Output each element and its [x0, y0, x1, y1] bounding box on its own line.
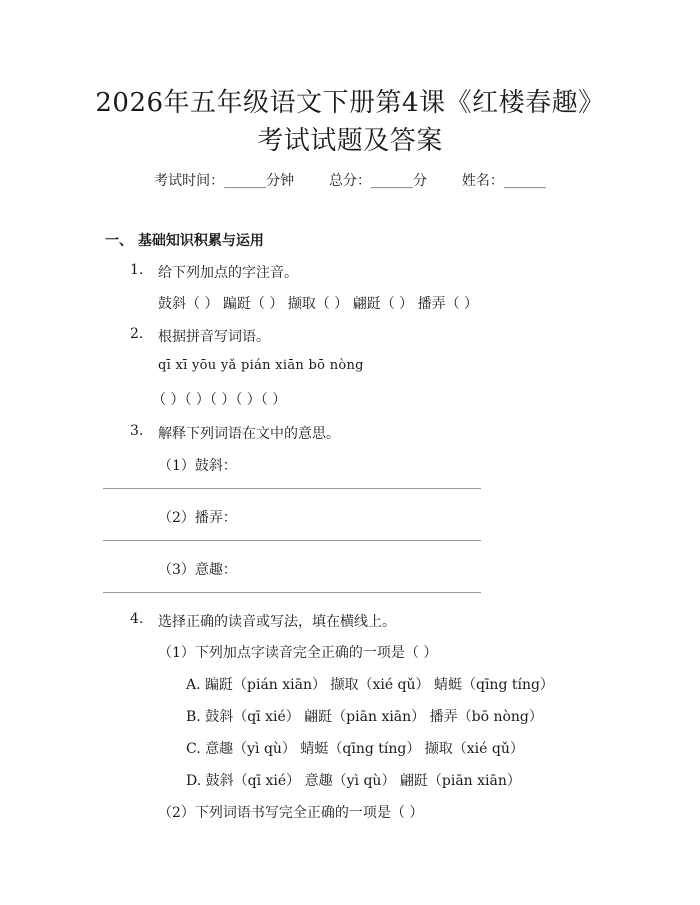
exam-title-line-2: 考试试题及答案 — [257, 126, 443, 156]
question-number: 4. — [130, 611, 144, 627]
exam-title-line-1: 2026年五年级语文下册第4课《红楼春趣》 — [95, 88, 605, 118]
answer-line — [103, 540, 481, 541]
answer-line — [103, 488, 481, 489]
question-prompt: 给下列加点的字注音。 — [158, 265, 298, 281]
option-d: D. 鼓斜（qī xié） 意趣（yì qù） 翩跹（piān xiān） — [186, 773, 521, 789]
sub-question: （2）下列词语书写完全正确的一项是（ ） — [158, 805, 424, 821]
question-prompt: 根据拼音写词语。 — [158, 329, 270, 345]
total-score-field: 总分：______分 — [329, 173, 427, 189]
sub-item: （3）意趣： — [158, 562, 237, 578]
option-b: B. 鼓斜（qī xié） 翩跹（piān xiān） 播弄（bō nòng） — [186, 709, 543, 725]
section-heading: 一、 基础知识积累与运用 — [105, 233, 264, 249]
question-prompt: 解释下列词语在文中的意思。 — [158, 426, 340, 442]
exam-info-row — [0, 170, 700, 190]
sub-item: （2）播弄： — [158, 510, 237, 526]
exam-time-field: 考试时间：______分钟 — [154, 173, 295, 189]
question-items: 鼓斜（ ） 蹁跹（ ） 撷取（ ） 翩跹（ ） 播弄（ ） — [158, 296, 479, 312]
sub-item: （1）鼓斜： — [158, 458, 237, 474]
pinyin-line: qī xī yōu yǎ pián xiān bō nòng — [158, 358, 364, 373]
question-number: 3. — [130, 423, 144, 439]
option-c: C. 意趣（yì qù） 蜻蜓（qīng tíng） 撷取（xié qǔ） — [186, 741, 524, 757]
question-number: 2. — [130, 326, 144, 342]
question-number: 1. — [130, 262, 144, 278]
answer-line — [103, 592, 481, 593]
question-prompt: 选择正确的读音或写法，填在横线上。 — [158, 614, 396, 630]
sub-question: （1）下列加点字读音完全正确的一项是（ ） — [158, 645, 438, 661]
answer-blanks: （ ）（ ）（ ）（ ）（ ） — [152, 392, 287, 408]
option-a: A. 蹁跹（pián xiān） 撷取（xié qǔ） 蜻蜓（qīng tíng） — [186, 677, 554, 693]
name-field: 姓名：______ — [461, 173, 546, 189]
